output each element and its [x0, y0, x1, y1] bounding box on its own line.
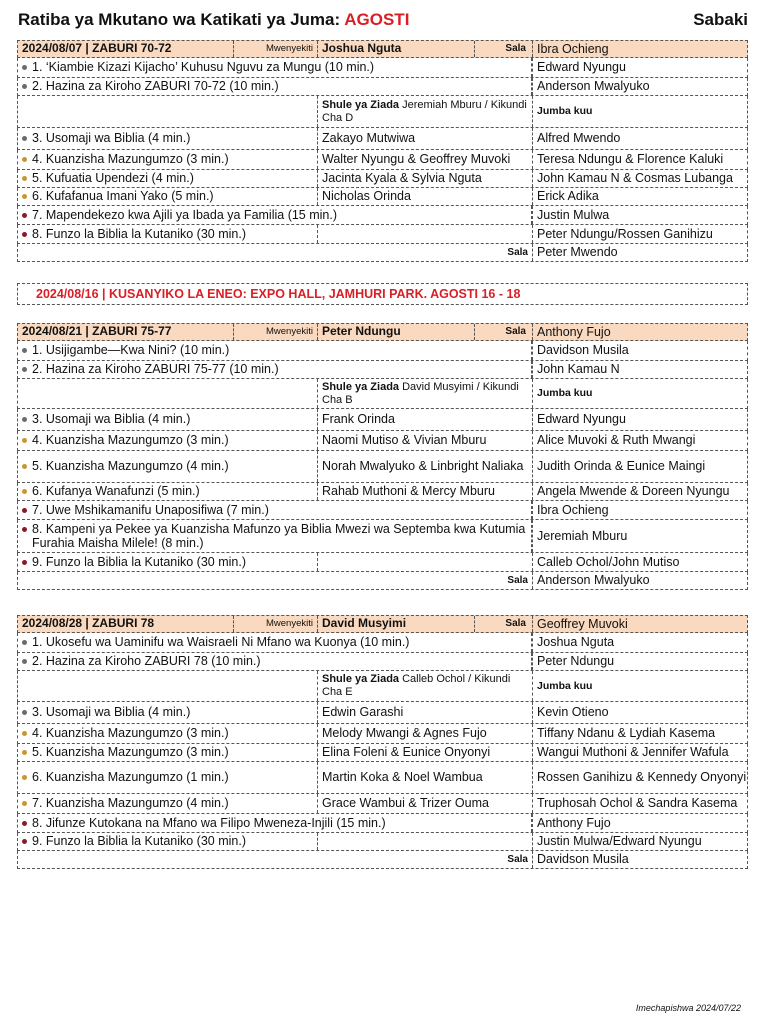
program-item-assignee: Peter Ndungu [532, 653, 747, 670]
prayer-label: Sala [505, 618, 526, 630]
week-schedule [17, 323, 748, 590]
program-item-assignee: Truphosah Ochol & Sandra Kasema [532, 794, 747, 813]
program-item-label: 5. Kuanzisha Mazungumzo (3 min.) [18, 744, 318, 761]
program-row [17, 188, 748, 206]
blank-cell [318, 833, 532, 850]
program-item-assignee: Edward Nyungu [532, 409, 747, 430]
section-bullet [22, 508, 27, 513]
section-bullet [22, 839, 27, 844]
program-item-assignee: Kevin Otieno [532, 702, 747, 723]
blank-cell [18, 671, 318, 701]
opening-prayer-name: Anthony Fujo [532, 324, 747, 340]
section-bullet [22, 157, 27, 162]
program-item-label: 5. Kufuatia Upendezi (4 min.) [18, 170, 318, 187]
program-item-assignee: Anderson Mwalyuko [532, 78, 747, 95]
section-bullet [22, 464, 27, 469]
section-bullet [22, 438, 27, 443]
closing-prayer-row [17, 244, 748, 262]
section-bullet [22, 527, 27, 532]
program-row [17, 78, 748, 96]
program-item-student: Walter Nyungu & Geoffrey Muvoki [322, 152, 511, 167]
program-item-label: 4. Kuanzisha Mazungumzo (3 min.) [18, 431, 318, 450]
program-row [17, 150, 748, 170]
program-item-label: 4. Kuanzisha Mazungumzo (3 min.) [18, 150, 318, 169]
school-row [17, 671, 748, 702]
program-item-assignee: John Kamau N & Cosmas Lubanga [532, 170, 747, 187]
auxiliary-school-assignee: Shule ya Ziada David Musyimi / Kikundi Cha B [322, 380, 519, 406]
program-item-student: Grace Wambui & Trizer Ouma [322, 796, 489, 811]
week-date: 2024/08/28 | ZABURI 78 [18, 616, 234, 632]
program-row [17, 520, 748, 553]
program-item-label: 4. Kuanzisha Mazungumzo (3 min.) [18, 724, 318, 743]
closing-prayer-name: Davidson Musila [532, 851, 747, 868]
prayer-label: Sala [507, 574, 528, 586]
chairman-label: Mwenyekiti [234, 324, 318, 340]
program-item-assignee: Calleb Ochol/John Mutiso [532, 553, 747, 571]
week-header-row [17, 615, 748, 633]
program-item-label: 2. Hazina za Kiroho ZABURI 70-72 (10 min.) [18, 78, 532, 95]
section-bullet [22, 659, 27, 664]
program-item-label: 8. Kampeni ya Pekee ya Kuanzisha Mafunzo ya Biblia Mwezi wa Septemba kwa Kutumia Furahia Maisha Milele! (8 min.) [18, 520, 532, 552]
program-item-assignee: Alice Muvoki & Ruth Mwangi [532, 431, 747, 450]
program-row [17, 702, 748, 724]
section-bullet [22, 560, 27, 565]
program-item-label: 3. Usomaji wa Biblia (4 min.) [18, 128, 318, 149]
prayer-label: Sala [507, 853, 528, 865]
chairman-name: Joshua Nguta [318, 41, 475, 57]
program-item-assignee: Judith Orinda & Eunice Maingi [532, 451, 747, 482]
program-item-label: 5. Kuanzisha Mazungumzo (4 min.) [18, 451, 318, 482]
program-row [17, 833, 748, 851]
program-row [17, 762, 748, 794]
program-item-assignee: Justin Mulwa [532, 206, 747, 224]
section-bullet [22, 84, 27, 89]
prayer-label: Sala [505, 43, 526, 55]
week-date: 2024/08/21 | ZABURI 75-77 [18, 324, 234, 340]
program-item-label: 9. Funzo la Biblia la Kutaniko (30 min.) [18, 833, 318, 850]
opening-prayer-name: Geoffrey Muvoki [532, 616, 747, 632]
blank-cell [318, 225, 532, 243]
program-item-assignee: Erick Adika [532, 188, 747, 205]
program-row [17, 409, 748, 431]
closing-prayer-name: Anderson Mwalyuko [532, 572, 747, 589]
week-header-row [17, 323, 748, 341]
program-row [17, 483, 748, 501]
section-bullet [22, 65, 27, 70]
program-item-label: 2. Hazina za Kiroho ZABURI 78 (10 min.) [18, 653, 532, 670]
section-bullet [22, 348, 27, 353]
program-row [17, 128, 748, 150]
section-bullet [22, 801, 27, 806]
main-hall-label: Jumba kuu [532, 379, 747, 408]
program-row [17, 553, 748, 572]
program-item-assignee: Edward Nyungu [532, 58, 747, 77]
program-item-assignee: Tiffany Ndanu & Lydiah Kasema [532, 724, 747, 743]
opening-prayer-name: Ibra Ochieng [532, 41, 747, 57]
program-item-label: 8. Jifunze Kutokana na Mfano wa Filipo Mweneza-Injili (15 min.) [18, 814, 532, 832]
section-bullet [22, 640, 27, 645]
program-item-assignee: Jeremiah Mburu [532, 520, 747, 552]
program-item-label: 2. Hazina za Kiroho ZABURI 75-77 (10 min.) [18, 361, 532, 378]
closing-prayer-row [17, 851, 748, 869]
program-item-assignee: Alfred Mwendo [532, 128, 747, 149]
section-bullet [22, 750, 27, 755]
program-item-student: Nicholas Orinda [322, 189, 411, 204]
program-row [17, 451, 748, 483]
program-row [17, 814, 748, 833]
section-bullet [22, 417, 27, 422]
section-bullet [22, 194, 27, 199]
chairman-label: Mwenyekiti [234, 616, 318, 632]
program-row [17, 794, 748, 814]
chairman-name: Peter Ndungu [318, 324, 475, 340]
program-row [17, 501, 748, 520]
program-item-label: 1. Usijigambe—Kwa Nini? (10 min.) [18, 341, 532, 360]
program-item-assignee: Wangui Muthoni & Jennifer Wafula [532, 744, 747, 761]
program-item-student: Rahab Muthoni & Mercy Mburu [322, 484, 495, 499]
program-item-student: Jacinta Kyala & Sylvia Nguta [322, 171, 482, 186]
program-item-label: 1. ‘Kiambie Kizazi Kijacho’ Kuhusu Nguvu za Mungu (10 min.) [18, 58, 532, 77]
program-item-student: Edwin Garashi [322, 705, 404, 720]
program-item-student: Melody Mwangi & Agnes Fujo [322, 726, 487, 741]
program-item-assignee: Justin Mulwa/Edward Nyungu [532, 833, 747, 850]
section-bullet [22, 213, 27, 218]
program-item-student: Elina Foleni & Eunice Onyonyi [322, 745, 491, 760]
week-header-row [17, 40, 748, 58]
page-title [18, 10, 409, 30]
program-item-student: Naomi Mutiso & Vivian Mburu [322, 433, 487, 448]
main-hall-label: Jumba kuu [532, 671, 747, 701]
program-row [17, 361, 748, 379]
program-row [17, 170, 748, 188]
program-item-student: Norah Mwalyuko & Linbright Naliaka [322, 459, 524, 474]
program-item-label: 6. Kufafanua Imani Yako (5 min.) [18, 188, 318, 205]
printed-date: Imechapishwa 2024/07/22 [635, 1003, 741, 1013]
convention-notice: 2024/08/16 | KUSANYIKO LA ENEO: EXPO HALL, JAMHURI PARK. AGOSTI 16 - 18 [17, 283, 748, 305]
week-schedule [17, 40, 748, 262]
section-bullet [22, 731, 27, 736]
program-item-student: Martin Koka & Noel Wambua [322, 770, 483, 785]
title-month: AGOSTI [344, 10, 410, 29]
section-bullet [22, 710, 27, 715]
program-item-assignee: Teresa Ndungu & Florence Kaluki [532, 150, 747, 169]
title-text: Ratiba ya Mkutano wa Katikati ya Juma: [18, 10, 345, 29]
program-item-student: Frank Orinda [322, 412, 395, 427]
program-item-assignee: Davidson Musila [532, 341, 747, 360]
program-item-label: 7. Uwe Mshikamanifu Unaposifiwa (7 min.) [18, 501, 532, 519]
main-hall-label: Jumba kuu [532, 96, 747, 127]
program-item-assignee: Peter Ndungu/Rossen Ganihizu [532, 225, 747, 243]
congregation-name: Sabaki [693, 10, 748, 29]
program-item-assignee: Rossen Ganihizu & Kennedy Onyonyi [532, 762, 747, 793]
program-row [17, 431, 748, 451]
prayer-label: Sala [505, 326, 526, 338]
program-item-label: 8. Funzo la Biblia la Kutaniko (30 min.) [18, 225, 318, 243]
school-row [17, 379, 748, 409]
blank-cell [18, 96, 318, 127]
program-item-assignee: Anthony Fujo [532, 814, 747, 832]
closing-prayer-name: Peter Mwendo [532, 244, 747, 261]
blank-cell [18, 379, 318, 408]
program-item-assignee: Ibra Ochieng [532, 501, 747, 519]
auxiliary-school-assignee: Shule ya Ziada Calleb Ochol / Kikundi Cha E [322, 673, 511, 698]
program-row [17, 206, 748, 225]
program-item-label: 7. Kuanzisha Mazungumzo (4 min.) [18, 794, 318, 813]
program-row [17, 58, 748, 78]
week-schedule [17, 615, 748, 869]
program-item-label: 3. Usomaji wa Biblia (4 min.) [18, 409, 318, 430]
program-row [17, 744, 748, 762]
program-row [17, 633, 748, 653]
program-item-assignee: Angela Mwende & Doreen Nyungu [532, 483, 747, 500]
blank-cell [318, 553, 532, 571]
section-bullet [22, 176, 27, 181]
chairman-label: Mwenyekiti [234, 41, 318, 57]
program-item-assignee: Joshua Nguta [532, 633, 747, 652]
section-bullet [22, 775, 27, 780]
program-row [17, 225, 748, 244]
program-row [17, 653, 748, 671]
auxiliary-school-assignee: Shule ya Ziada Jeremiah Mburu / Kikundi Cha D [322, 98, 527, 124]
program-item-assignee: John Kamau N [532, 361, 747, 378]
section-bullet [22, 367, 27, 372]
program-item-label: 3. Usomaji wa Biblia (4 min.) [18, 702, 318, 723]
program-item-student: Zakayo Mutwiwa [322, 131, 416, 146]
school-row [17, 96, 748, 128]
program-item-label: 6. Kufanya Wanafunzi (5 min.) [18, 483, 318, 500]
program-row [17, 341, 748, 361]
program-item-label: 7. Mapendekezo kwa Ajili ya Ibada ya Familia (15 min.) [18, 206, 532, 224]
section-bullet [22, 489, 27, 494]
program-item-label: 6. Kuanzisha Mazungumzo (1 min.) [18, 762, 318, 793]
closing-prayer-row [17, 572, 748, 590]
prayer-label: Sala [507, 246, 528, 258]
program-item-label: 1. Ukosefu wa Uaminifu wa Waisraeli Ni Mfano wa Kuonya (10 min.) [18, 633, 532, 652]
section-bullet [22, 136, 27, 141]
week-date: 2024/08/07 | ZABURI 70-72 [18, 41, 234, 57]
section-bullet [22, 232, 27, 237]
section-bullet [22, 821, 27, 826]
program-item-label: 9. Funzo la Biblia la Kutaniko (30 min.) [18, 553, 318, 571]
chairman-name: David Musyimi [318, 616, 475, 632]
program-row [17, 724, 748, 744]
